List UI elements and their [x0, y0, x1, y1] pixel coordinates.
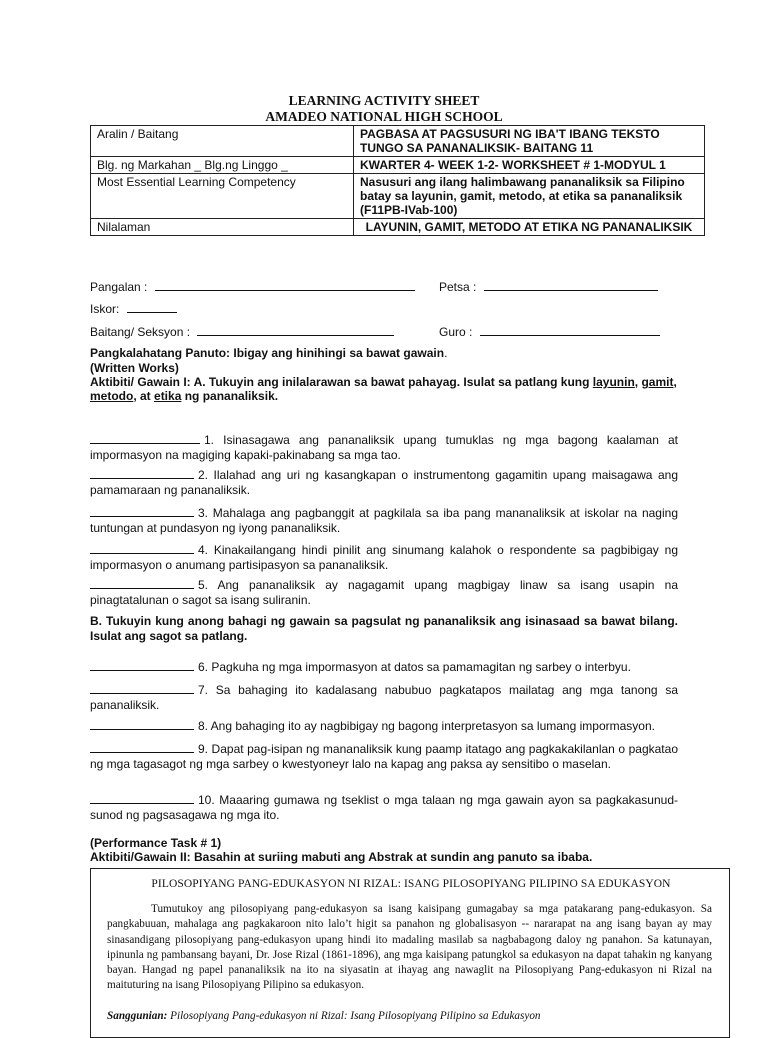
- list-item: 7. Sa bahaging ito kadalasang nabubuo pagkatapos mailatag ang mga tanong sa pananaliksik.: [90, 683, 678, 712]
- date-blank[interactable]: [484, 279, 658, 291]
- score-field: [90, 301, 177, 316]
- name-field: [90, 279, 415, 294]
- reference-text: Pilosopiyang Pang-edukasyon ni Rizal: Isang Pilosopiyang Pilipino sa Edukasyon: [170, 1010, 541, 1022]
- list-item: 8. Ang bahaging ito ay nagbibigay ng bagong interpretasyon sa lumang impormasyon.: [90, 718, 678, 734]
- table-label: Nilalaman: [91, 219, 354, 236]
- answer-blank[interactable]: [90, 659, 194, 671]
- option-layunin: layunin: [592, 375, 635, 389]
- table-row: [91, 126, 705, 157]
- table-value: KWARTER 4- WEEK 1-2- WORKSHEET # 1-MODYUL 1: [354, 157, 705, 174]
- answer-blank[interactable]: [90, 741, 194, 753]
- option-metodo: metodo: [90, 389, 134, 403]
- abstract-title: PILOSOPIYANG PANG-EDUKASYON NI RIZAL: ISANG PILOSOPIYANG PILIPINO SA EDUKASYON: [151, 878, 671, 890]
- teacher-label: Guro :: [439, 325, 473, 339]
- list-item: 9. Dapat pag-isipan ng mananaliksik kung paamp itatago ang pagkakakilanlan o pagkatao ng mga tagasagot ng mga sarbey o kwestyoneyr lalo na kapag ang paksa ay sensitibo o maselan.: [90, 742, 678, 771]
- teacher-blank[interactable]: [480, 324, 660, 336]
- written-works-label: (Written Works): [90, 361, 179, 375]
- table-value: LAYUNIN, GAMIT, METODO AT ETIKA NG PANANALIKSIK: [354, 219, 705, 236]
- table-row: [91, 157, 705, 174]
- date-field: [439, 279, 658, 294]
- answer-blank[interactable]: [90, 718, 194, 730]
- score-label: Iskor:: [90, 302, 120, 316]
- answer-blank[interactable]: [90, 467, 194, 479]
- table-label: Aralin / Baitang: [91, 126, 354, 157]
- list-item: 2. Ilalahad ang uri ng kasangkapan o instrumentong gagamitin upang maisagawa ang pamamaraan ng pananaliksik.: [90, 468, 678, 497]
- table-row: [91, 219, 705, 236]
- answer-blank[interactable]: [90, 577, 194, 589]
- school-name: AMADEO NATIONAL HIGH SCHOOL: [265, 109, 503, 124]
- date-label: Petsa :: [439, 280, 477, 294]
- table-label: Blg. ng Markahan _ Blg.ng Linggo _: [91, 157, 354, 174]
- option-etika: etika: [154, 389, 182, 403]
- reference-label: Sanggunian:: [107, 1010, 168, 1022]
- answer-blank[interactable]: [90, 432, 200, 444]
- answer-blank[interactable]: [90, 542, 194, 554]
- info-table: [90, 125, 705, 236]
- section-label: Baitang/ Seksyon :: [90, 325, 191, 339]
- name-blank[interactable]: [155, 279, 415, 291]
- name-label: Pangalan :: [90, 280, 148, 294]
- answer-blank[interactable]: [90, 682, 194, 694]
- part-b-instruction: B. Tukuyin kung anong bahagi ng gawain sa pagsulat ng pananaliksik ang isinasaad sa bawat bilang. Isulat ang sagot sa patlang.: [90, 614, 678, 643]
- table-value: Nasusuri ang ilang halimbawang pananaliksik sa Filipino batay sa layunin, gamit, metodo, at etika sa pananaliksik (F11PB-IVab-100): [354, 174, 705, 219]
- gawain1-instruction: Aktibiti/ Gawain I: A. Tukuyin ang inilalarawan sa bawat pahayag. Isulat sa patlang kung layunin, gamit, metodo, at etika ng pananaliksik.: [90, 375, 677, 403]
- performance-task-label: (Performance Task # 1): [90, 836, 222, 850]
- abstract-body: Tumutukoy ang pilosopiyang pang-edukasyon sa isang kaisipang gumagabay sa mga patakarang pang-edukasyon. Sa pangkabuuan, mahalaga ang pagkakaroon nito lalo’t higit sa panahon ng globalisasyon -- nararapat na ang isang bayan ay may sinasandigang pilosopiyang pang-edukasyon upang hindi ito madaling masilab sa nagbabagong daloy ng panahon. Sa katunayan, ipinunla ng pambansang bayani, Dr. Jose Rizal (1861-1896), ang mga kaisipang patungkol sa edukasyon na dapat tahakin ng kanyang bayan. Hangad ng papel pananaliksik na ito na siyasatin at ihayag ang nawaglit na Pilosopiyang Pang-edukasyon ni Rizal na maituturing na isang Pilosopiyang Pilipino sa edukasyon.: [107, 903, 712, 992]
- section-field: [90, 324, 394, 339]
- teacher-field: [439, 324, 660, 339]
- score-blank[interactable]: [127, 301, 177, 313]
- sheet-title: LEARNING ACTIVITY SHEET: [288, 93, 480, 108]
- list-item: 1. Isinasagawa ang pananaliksik upang tumuklas ng mga bagong kaalaman at impormasyon na magiging kapaki-pakinabang sa mga tao.: [90, 433, 678, 462]
- answer-blank[interactable]: [90, 792, 194, 804]
- list-item: 10. Maaaring gumawa ng tseklist o mga talaan ng mga gawain ayon sa pagkakasunud-sunod ng pagsasagawa ng mga ito.: [90, 793, 678, 822]
- list-item: 4. Kinakailangang hindi pinilit ang sinumang kalahok o respondente sa pagbibigay ng impormasyon o anumang partisipasyon sa pananaliksik.: [90, 543, 678, 572]
- abstract-box: [90, 868, 730, 1038]
- list-item: 5. Ang pananaliksik ay nagagamit upang magbigay linaw sa isang usapin na pinagtatalunan o sagot sa isang suliranin.: [90, 578, 678, 607]
- table-value: PAGBASA AT PAGSUSURI NG IBA'T IBANG TEKSTO TUNGO SA PANANALIKSIK- BAITANG 11: [354, 126, 705, 157]
- table-label: Most Essential Learning Competency: [91, 174, 354, 219]
- option-gamit: gamit: [641, 375, 674, 389]
- gawain2-instruction: Aktibiti/Gawain II: Basahin at suriing mabuti ang Abstrak at sundin ang panuto sa ibaba.: [90, 850, 593, 864]
- list-item: 6. Pagkuha ng mga impormasyon at datos sa pamamagitan ng sarbey o interbyu.: [90, 659, 678, 675]
- list-item: 3. Mahalaga ang pagbanggit at pagkilala sa iba pang mananaliksik at iskolar na naging tuntungan at pundasyon ng iyong pananaliksik.: [90, 506, 678, 535]
- general-instruction: Pangkalahatang Panuto: Ibigay ang hinihingi sa bawat gawain.: [90, 346, 448, 360]
- table-row: [91, 174, 705, 219]
- abstract-reference: [107, 1009, 712, 1024]
- answer-blank[interactable]: [90, 505, 194, 517]
- section-blank[interactable]: [197, 324, 394, 336]
